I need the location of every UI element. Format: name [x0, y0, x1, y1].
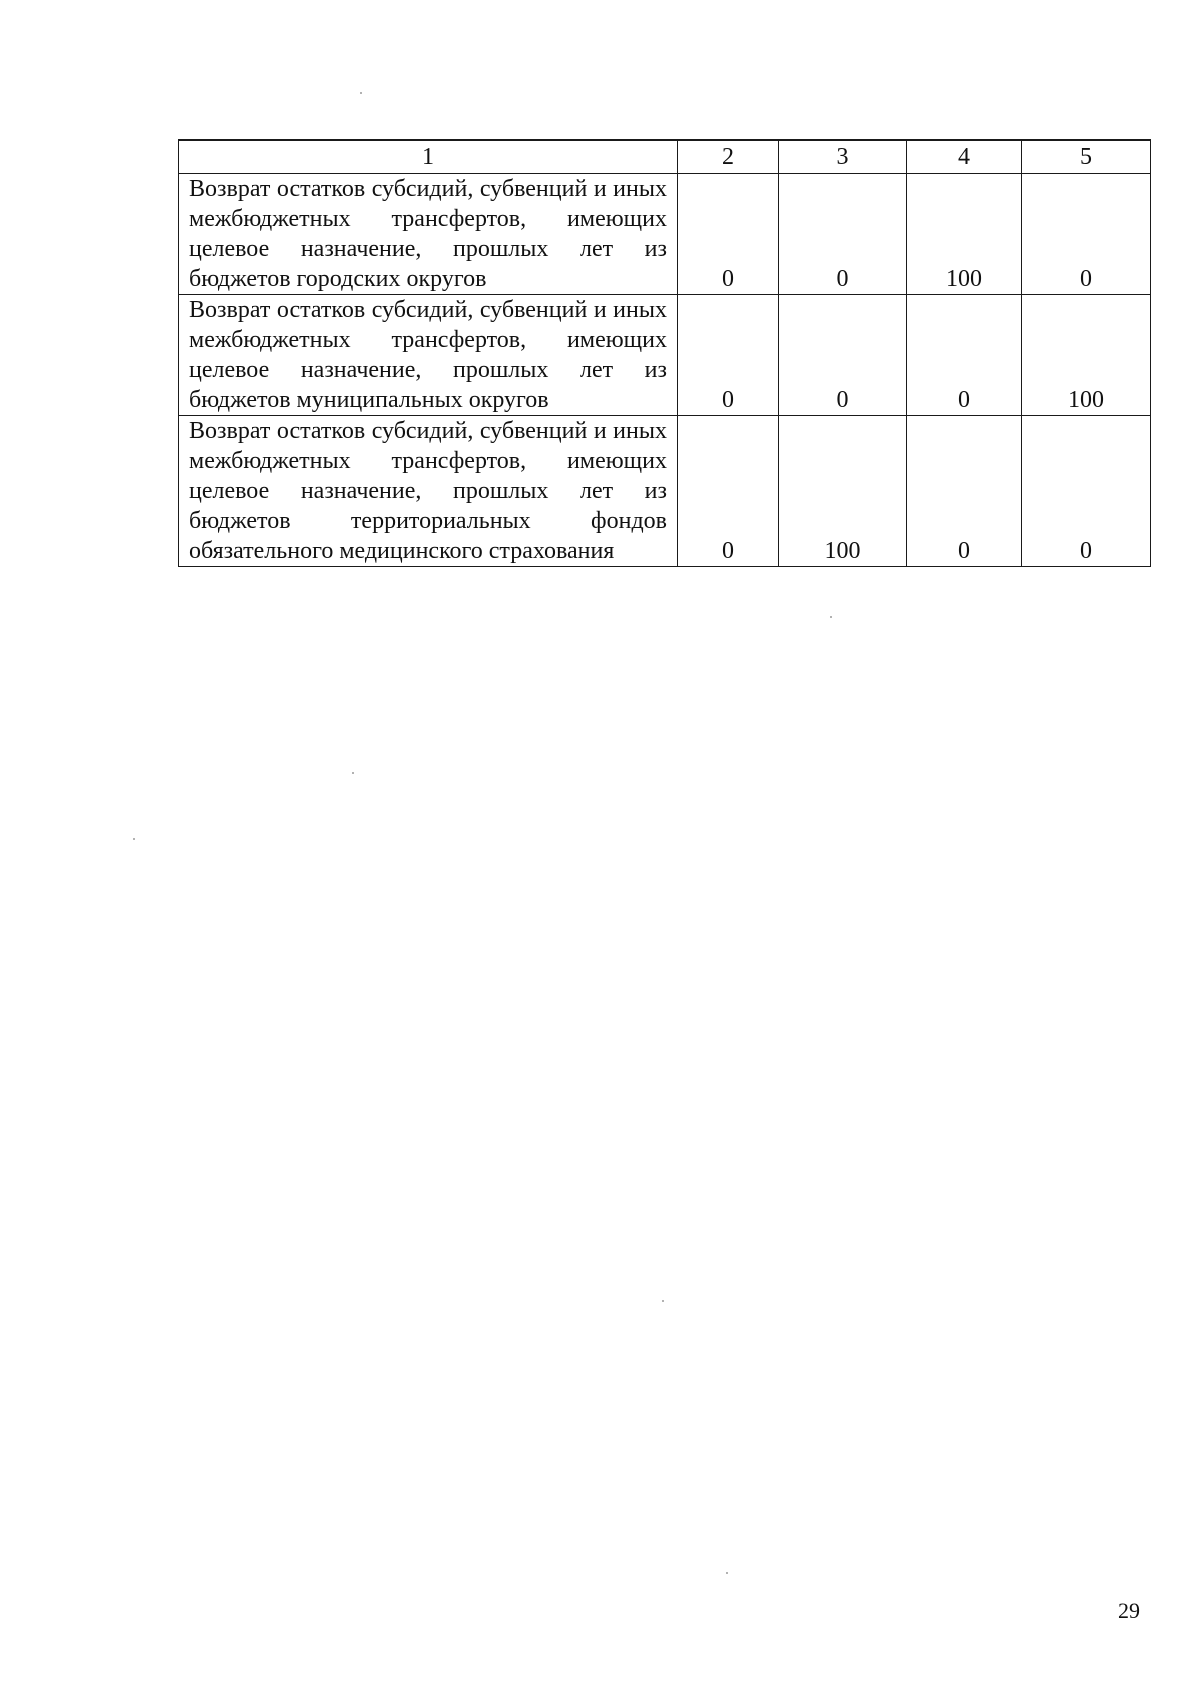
- column-header-3: 3: [779, 140, 907, 174]
- table-row: [179, 174, 1151, 295]
- scan-speck: [662, 1300, 664, 1302]
- row-value-col4: 0: [907, 416, 1022, 567]
- row-description: Возврат остатков субсидий, субвенций и иных межбюджетных трансфертов, имеющих целевое назначение, прошлых лет из бюджетов муниципальных округов: [179, 295, 678, 416]
- row-value-col3: 0: [779, 174, 907, 295]
- page-number: 29: [1118, 1598, 1140, 1623]
- column-header-1: 1: [179, 140, 678, 174]
- row-value-col2: 0: [678, 174, 779, 295]
- column-header-4: 4: [907, 140, 1022, 174]
- row-description: Возврат остатков субсидий, субвенций и иных межбюджетных трансфертов, имеющих целевое назначение, прошлых лет из бюджетов территориальных фондов обязательного медицинского страхования: [179, 416, 678, 567]
- scan-speck: [360, 92, 362, 94]
- row-description: Возврат остатков субсидий, субвенций и иных межбюджетных трансфертов, имеющих целевое назначение, прошлых лет из бюджетов городских округов: [179, 174, 678, 295]
- table-header-row: [179, 140, 1151, 174]
- row-value-col2: 0: [678, 295, 779, 416]
- row-value-col5: 0: [1022, 416, 1151, 567]
- scan-speck: [133, 838, 135, 840]
- row-value-col2: 0: [678, 416, 779, 567]
- row-value-col3: 100: [779, 416, 907, 567]
- budget-table: [178, 139, 1151, 567]
- row-value-col4: 100: [907, 174, 1022, 295]
- scan-speck: [352, 772, 354, 774]
- scan-speck: [830, 616, 832, 618]
- table-row: [179, 416, 1151, 567]
- row-value-col3: 0: [779, 295, 907, 416]
- column-header-5: 5: [1022, 140, 1151, 174]
- column-header-2: 2: [678, 140, 779, 174]
- row-value-col5: 100: [1022, 295, 1151, 416]
- scan-speck: [726, 1572, 728, 1574]
- row-value-col4: 0: [907, 295, 1022, 416]
- table-row: [179, 295, 1151, 416]
- row-value-col5: 0: [1022, 174, 1151, 295]
